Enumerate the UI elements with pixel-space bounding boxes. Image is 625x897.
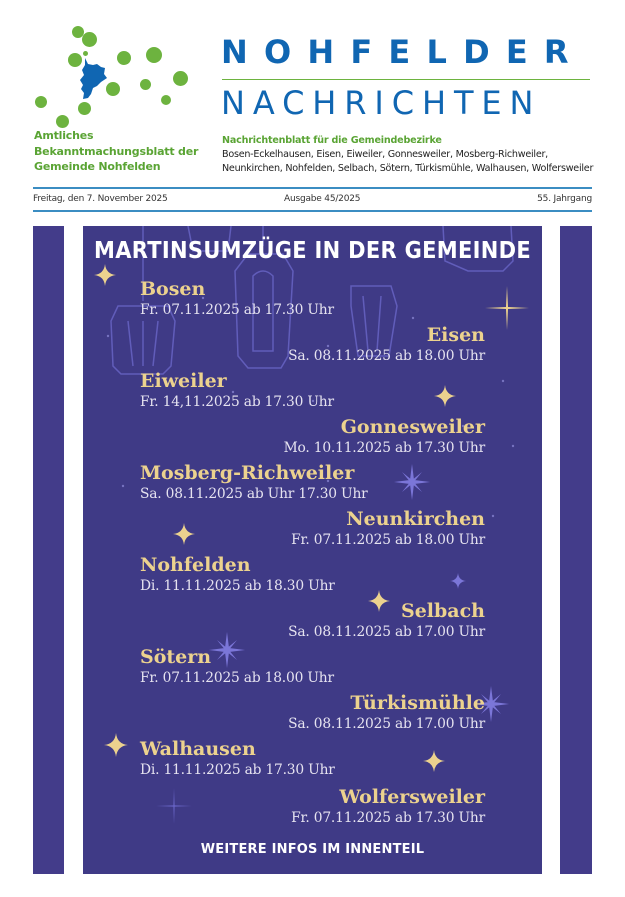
title-divider [222, 79, 590, 80]
logo-dot [56, 115, 69, 128]
logo-dot [161, 95, 171, 105]
logo-dot [146, 47, 162, 63]
newspaper-title-line1: NOHFELDER [221, 33, 585, 71]
event-location: Nohfelden [140, 554, 251, 576]
tagline-line: Bekanntmachungsblatt der [34, 144, 199, 158]
event-location: Eisen [426, 324, 485, 346]
event-datetime: Sa. 08.11.2025 ab 18.00 Uhr [288, 348, 485, 364]
subheading: Nachrichtenblatt für die Gemeindebezirke [222, 135, 442, 146]
logo-dot [35, 96, 47, 108]
martinsumzuege-poster [83, 226, 542, 874]
logo-dot [140, 79, 151, 90]
event-selbach [83, 600, 485, 642]
event-datetime: Fr. 07.11.2025 ab 17.30 Uhr [140, 302, 334, 318]
poster-title: MARTINSUMZÜGE IN DER GEMEINDE [94, 236, 531, 264]
event-tuerkismuehle [83, 692, 485, 734]
info-bar-bottom-rule [33, 210, 592, 212]
municipality-map-icon [79, 58, 109, 102]
right-side-strip [560, 226, 592, 874]
logo-dot [78, 102, 91, 115]
gold-sparkle-icon [104, 733, 128, 757]
tagline-line: Amtliches [34, 129, 94, 142]
volume-number: 55. Jahrgang [537, 194, 592, 204]
event-location: Türkismühle [350, 692, 485, 714]
logo-dot [83, 51, 88, 56]
districts-line: Bosen-Eckelhausen, Eisen, Eiweiler, Gonnesweiler, Mosberg-Richweiler, [222, 149, 548, 160]
tagline [34, 128, 198, 175]
event-wolfersweiler [83, 786, 485, 828]
municipality-logo [30, 20, 200, 130]
event-datetime: Fr. 07.11.2025 ab 18.00 Uhr [140, 670, 334, 686]
issue-date: Freitag, den 7. November 2025 [33, 194, 168, 204]
districts-list [222, 148, 622, 176]
info-bar-top-rule [33, 187, 592, 189]
event-location: Selbach [400, 600, 485, 622]
event-nohfelden [140, 554, 542, 596]
event-datetime: Sa. 08.11.2025 ab Uhr 17.30 Uhr [140, 486, 368, 502]
event-datetime: Mo. 10.11.2025 ab 17.30 Uhr [283, 440, 485, 456]
left-side-strip [33, 226, 64, 874]
event-location: Walhausen [140, 738, 256, 760]
event-datetime: Fr. 07.11.2025 ab 17.30 Uhr [291, 810, 485, 826]
event-location: Bosen [140, 278, 206, 300]
event-neunkirchen [83, 508, 485, 550]
tagline-line: Gemeinde Nohfelden [34, 160, 161, 173]
event-datetime: Sa. 08.11.2025 ab 17.00 Uhr [288, 624, 485, 640]
logo-dot [117, 51, 131, 65]
event-location: Mosberg-Richweiler [140, 462, 355, 484]
event-gonnesweiler [83, 416, 485, 458]
newspaper-title-line2: NACHRICHTEN [221, 84, 542, 122]
districts-line: Neunkirchen, Nohfelden, Selbach, Sötern, Türkismühle, Walhausen, Wolfersweiler [222, 163, 594, 174]
event-datetime: Di. 11.11.2025 ab 18.30 Uhr [140, 578, 335, 594]
event-location: Wolfersweiler [339, 786, 485, 808]
event-datetime: Fr. 07.11.2025 ab 18.00 Uhr [291, 532, 485, 548]
event-bosen [140, 278, 542, 320]
gold-sparkle-icon [94, 264, 116, 286]
event-eisen [83, 324, 485, 366]
event-datetime: Di. 11.11.2025 ab 17.30 Uhr [140, 762, 335, 778]
event-location: Eiweiler [140, 370, 227, 392]
logo-dot [82, 32, 97, 47]
event-datetime: Sa. 08.11.2025 ab 17.00 Uhr [288, 716, 485, 732]
event-soetern [140, 646, 542, 688]
event-walhausen [140, 738, 542, 780]
event-datetime: Fr. 14,11.2025 ab 17.30 Uhr [140, 394, 334, 410]
event-location: Gonnesweiler [340, 416, 485, 438]
issue-number: Ausgabe 45/2025 [284, 194, 361, 204]
event-location: Sötern [140, 646, 212, 668]
event-eiweiler [140, 370, 542, 412]
poster-footer-note: WEITERE INFOS IM INNENTEIL [200, 842, 425, 857]
event-location: Neunkirchen [346, 508, 485, 530]
event-mosberg-richweiler [140, 462, 542, 504]
logo-dot [173, 71, 188, 86]
